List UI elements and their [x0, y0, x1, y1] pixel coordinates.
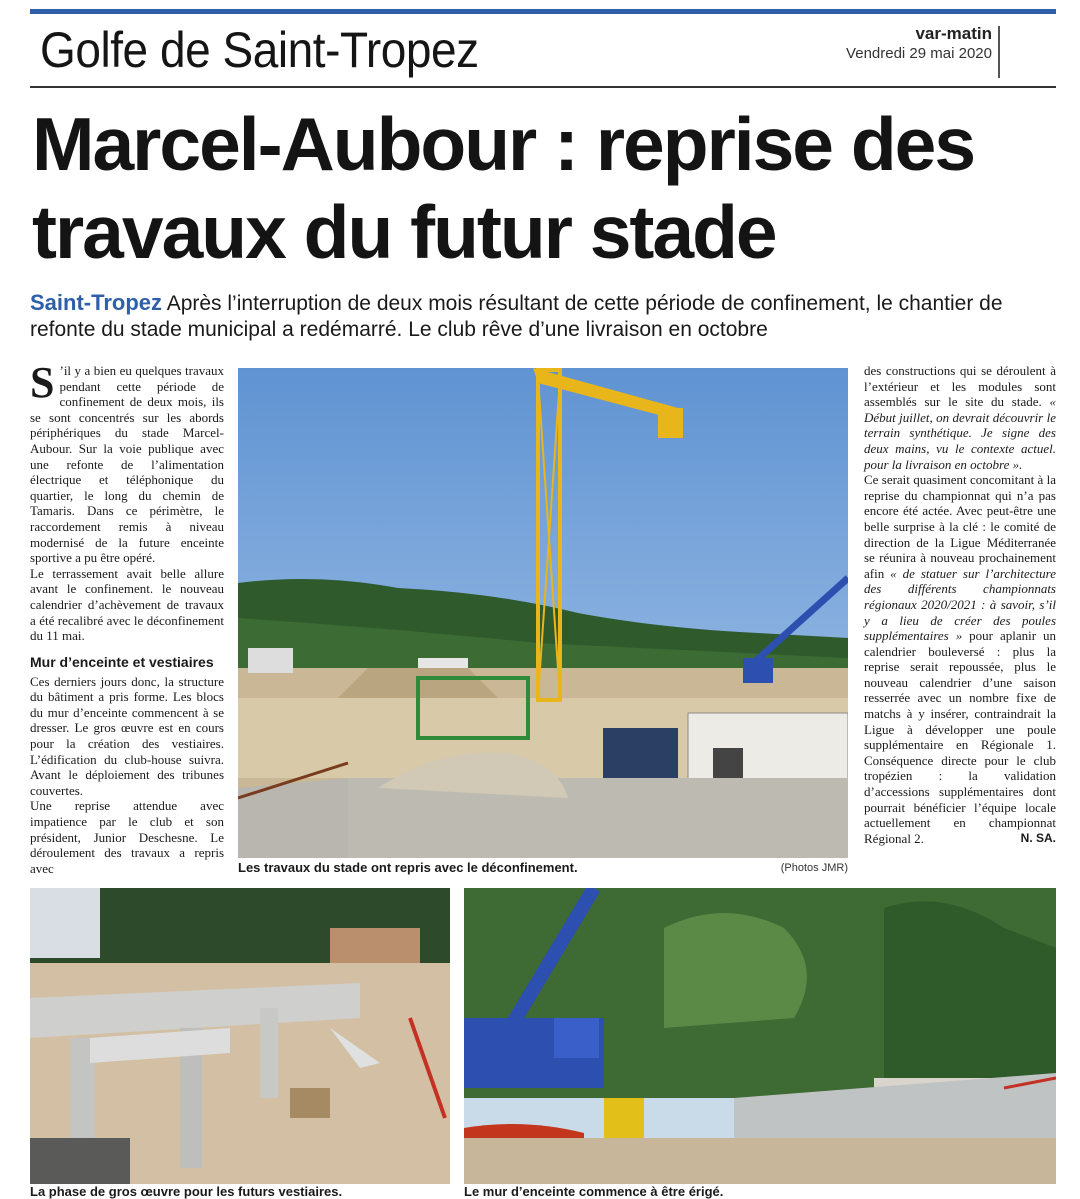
paragraph-text: des constructions qui se déroulent à l’extérieur et les modules sont assemblés sur le site du stade. [864, 363, 1056, 410]
article-column-right [864, 363, 1056, 846]
paragraph [864, 363, 1056, 472]
masthead-divider [998, 26, 1000, 78]
masthead [846, 24, 992, 64]
header-rule [30, 86, 1056, 88]
top-accent-bar [30, 9, 1056, 14]
section-title: Golfe de Saint-Tropez [40, 22, 479, 78]
main-photo-construction-site [238, 368, 848, 858]
paragraph: Une reprise attendue avec impatience par le club et son président, Junior Deschesne. Le déroulement des travaux a repris avec [30, 798, 224, 876]
paragraph [864, 472, 1056, 846]
subheading: Mur d’enceinte et vestiaires [30, 653, 214, 670]
paragraph-text: Ce serait quasiment concomitant à la reprise du championnat qui n’a pas encore été actée. Avec peut-être une belle surprise à la clé : le comité de direction de la Ligue Méditerranée se réunira à nouveau prochainement afin [864, 472, 1056, 581]
main-photo-caption: Les travaux du stade ont repris avec le déconfinement. [238, 860, 578, 875]
bottom-left-caption: La phase de gros œuvre pour les futurs vestiaires. [30, 1184, 343, 1199]
photo-locker-rooms-structure [30, 888, 450, 1184]
article-column-left [30, 358, 224, 876]
drop-cap: S [30, 358, 55, 407]
paragraph-text: pour aplanir un calendrier bouleversé : plus la reprise serait repoussée, plus le nouveau calendrier d’une saison resserrée avec un nombre fixe de matchs à y insérer, contraindrait la Ligue à développer une poule supplémentaire en Régionale 1. Conséquence directe pour le club tropézien : la validation d’accessions supplémentaires dont pourrait bénéficier l’équipe locale actuellement en championnat Régional 2. [864, 628, 1057, 846]
paragraph-text: ’il y a bien eu quelques travaux pendant cette période de confinement de deux mois, ils se sont concentrés sur les abords périphériques du stade Marcel-Aubour. Sur la voie publique avec une refonte de l’alimentation électrique et téléphonique du quartier, le long du chemin de Tamaris. Dans ce périmètre, le raccordement remis à niveau modernisé de la future enceinte sportive a pu être opéré. [30, 363, 224, 566]
deck-text: Après l’interruption de deux mois résultant de cette période de confinement, le chantier de refonte du stade municipal a redémarré. Le club rêve d’une livraison en octobre [30, 292, 1003, 341]
bottom-right-caption: Le mur d’enceinte commence à être érigé. [464, 1184, 724, 1199]
deck-place: Saint-Tropez [30, 290, 163, 315]
deck [30, 290, 1060, 343]
author-signature: N. SA. [1020, 830, 1056, 845]
paragraph [30, 358, 224, 566]
paragraph: Ces derniers jours donc, la structure du bâtiment a pris forme. Les blocs du mur d’enceinte commencent à se dresser. Le gros œuvre est en cours pour la création des vestiaires. L’édification du club-house suivra. Avant le déploiement des tribunes couvertes. [30, 673, 224, 798]
issue-date: Vendredi 29 mai 2020 [846, 45, 992, 62]
headline: Marcel-Aubour : reprise des travaux du futur stade [32, 102, 975, 274]
brand-name: var-matin [915, 24, 992, 43]
quote: « Début juillet, on devrait découvrir le terrain synthétique. Je signe des deux mains, vu le contexte actuel. pour la livraison en octobre ». [864, 394, 1056, 472]
quote: « de statuer sur l’architecture des différents championnats régionaux 2020/2021 : à savoir, s’il y a lieu de créer des poules supplémentaires » [864, 565, 1056, 644]
photo-boundary-wall [464, 888, 1056, 1184]
paragraph: Le terrassement avait belle allure avant le confinement. le nouveau calendrier d’achèvement de travaux a été recalibré avec le déconfinement du 11 mai. [30, 565, 224, 644]
photo-credit: (Photos JMR) [780, 862, 848, 874]
